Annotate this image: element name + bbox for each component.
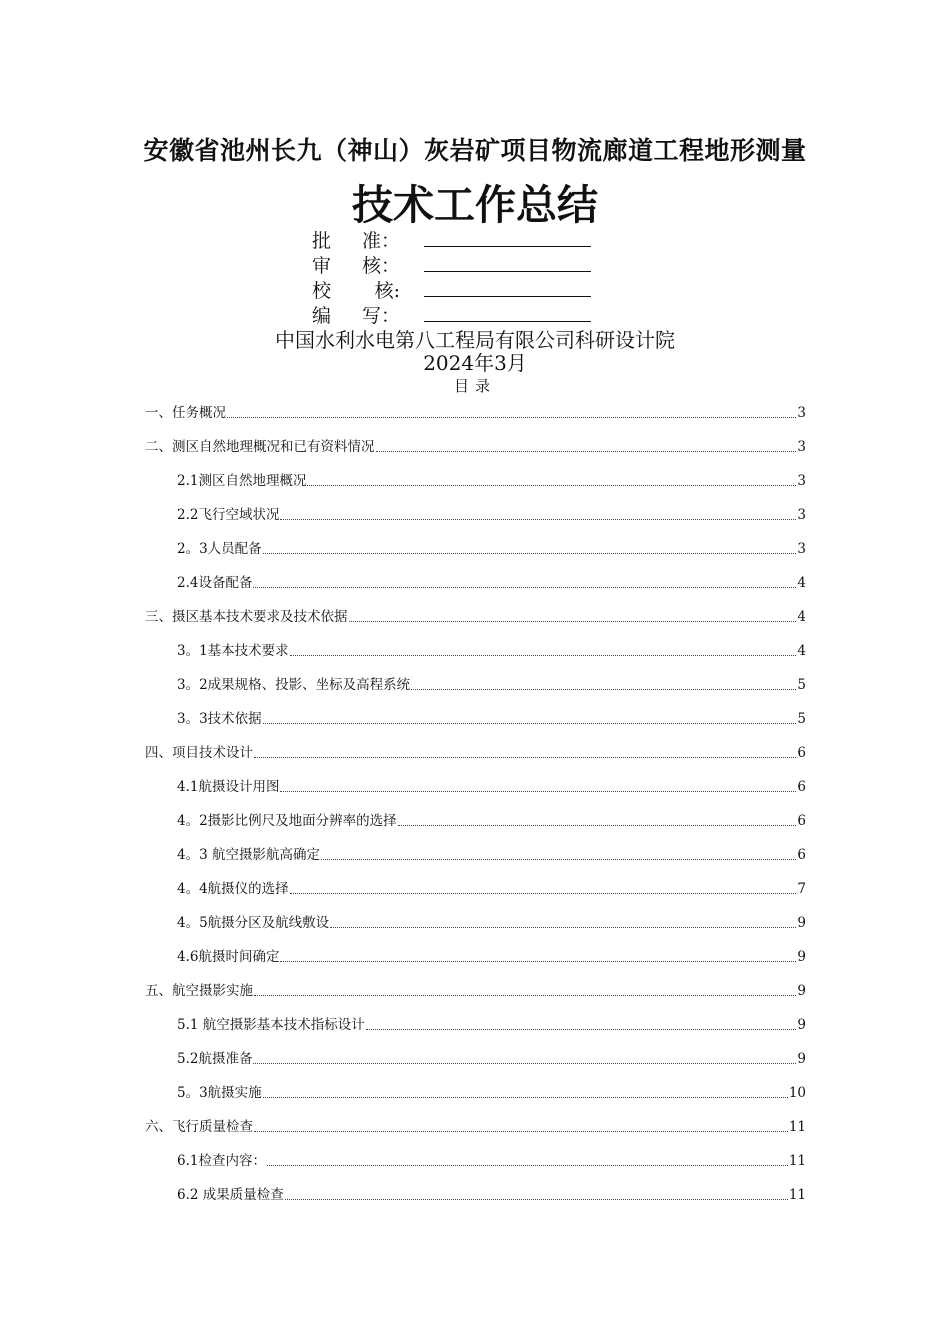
toc-leader-dots (290, 643, 797, 656)
signature-review (312, 251, 612, 276)
signature-approve (312, 226, 612, 251)
signature-label-2: 核： (361, 255, 400, 277)
signature-check (312, 276, 612, 301)
toc-entry-page: 4 (797, 643, 806, 659)
toc-entry-page: 5 (797, 711, 806, 727)
toc-entry[interactable] (145, 434, 806, 456)
toc-entry-title: 3。1基本技术要求 (177, 643, 289, 659)
document-subtitle: 技术工作总结 (352, 181, 598, 229)
toc-entry-title: 4。3 航空摄影航高确定 (177, 847, 320, 863)
toc-entry-title: 5.2航摄准备 (177, 1051, 253, 1067)
toc-entry-page: 3 (797, 473, 806, 489)
toc-entry-title: 三、摄区基本技术要求及技术依据 (145, 609, 348, 625)
toc-entry-page: 4 (797, 575, 806, 591)
organization-name: 中国水利水电第八工程局有限公司科研设计院 (275, 328, 675, 352)
toc-entry-page: 5 (797, 677, 806, 693)
toc-entry-title: 2。3人员配备 (177, 541, 262, 557)
toc-entry[interactable] (177, 842, 806, 864)
toc-entry-title: 4。4航摄仪的选择 (177, 881, 289, 897)
toc-leader-dots (321, 847, 796, 860)
toc-entry-title: 5.1 航空摄影基本技术指标设计 (177, 1017, 365, 1033)
toc-entry[interactable] (177, 536, 806, 558)
toc-leader-dots (330, 915, 796, 928)
toc-entry[interactable] (177, 672, 806, 694)
toc-entry-page: 3 (797, 507, 806, 523)
toc-entry[interactable] (145, 740, 806, 762)
signature-label-1: 批 (312, 230, 332, 252)
toc-leader-dots (254, 1119, 788, 1132)
toc-entry-page: 11 (788, 1187, 806, 1203)
toc-entry[interactable] (177, 910, 806, 932)
toc-entry-page: 9 (797, 1051, 806, 1067)
signature-label-1: 校 (312, 280, 332, 302)
toc-entry[interactable] (145, 1114, 806, 1136)
toc-entry[interactable] (177, 876, 806, 898)
signature-label-1: 编 (312, 305, 332, 327)
toc-leader-dots (349, 609, 797, 622)
toc-leader-dots (227, 405, 796, 418)
signature-label-2: 准： (361, 230, 400, 252)
toc-leader-dots (263, 711, 797, 724)
toc-entry-title: 6.1检查内容： (177, 1153, 266, 1169)
toc-entry-page: 7 (797, 881, 806, 897)
toc-entry-page: 3 (797, 405, 806, 421)
toc-entry[interactable] (145, 978, 806, 1000)
toc-entry[interactable] (145, 604, 806, 626)
toc-entry-page: 6 (797, 745, 806, 761)
toc-entry-page: 3 (797, 439, 806, 455)
toc-entry-title: 2.1测区自然地理概况 (177, 473, 307, 489)
toc-entry-page: 11 (788, 1153, 806, 1169)
toc-entry-page: 9 (797, 915, 806, 931)
signature-label-1: 审 (312, 255, 332, 277)
toc-entry[interactable] (177, 1148, 806, 1170)
signature-author (312, 301, 612, 326)
toc-entry[interactable] (177, 502, 806, 524)
toc-entry-page: 4 (797, 609, 806, 625)
toc-leader-dots (254, 983, 796, 996)
toc-entry[interactable] (177, 1046, 806, 1068)
toc-leader-dots (253, 575, 796, 588)
toc-entry-title: 4。2摄影比例尺及地面分辨率的选择 (177, 813, 397, 829)
toc-entry-page: 9 (797, 983, 806, 999)
toc-entry-page: 11 (788, 1119, 806, 1135)
toc-entry-page: 9 (797, 949, 806, 965)
toc-entry[interactable] (145, 400, 806, 422)
toc-entry-title: 2.4设备配备 (177, 575, 253, 591)
toc-leader-dots (280, 779, 796, 792)
toc-entry[interactable] (177, 1012, 806, 1034)
toc-entry-page: 6 (797, 847, 806, 863)
toc-entry-page: 9 (797, 1017, 806, 1033)
toc-leader-dots (285, 1187, 788, 1200)
toc-entry[interactable] (177, 1080, 806, 1102)
toc-leader-dots (366, 1017, 797, 1030)
toc-entry-page: 10 (788, 1085, 806, 1101)
toc-entry-page: 6 (797, 813, 806, 829)
toc-entry-title: 4。5航摄分区及航线敷设 (177, 915, 330, 931)
toc-leader-dots (411, 677, 796, 690)
toc-entry-title: 3。3技术依据 (177, 711, 262, 727)
toc-entry[interactable] (177, 944, 806, 966)
toc-leader-dots (263, 541, 797, 554)
toc-leader-dots (280, 507, 796, 520)
toc-leader-dots (263, 1085, 788, 1098)
signature-line (424, 271, 591, 272)
toc-leader-dots (267, 1153, 788, 1166)
signature-line (424, 246, 591, 247)
signature-line (424, 321, 591, 322)
toc-leader-dots (280, 949, 796, 962)
toc-entry[interactable] (177, 774, 806, 796)
toc-entry-title: 4.1航摄设计用图 (177, 779, 280, 795)
toc-entry[interactable] (177, 638, 806, 660)
toc-entry-page: 6 (797, 779, 806, 795)
toc-entry-title: 3。2成果规格、投影、坐标及高程系统 (177, 677, 411, 693)
toc-leader-dots (307, 473, 796, 486)
toc-heading: 目录 (453, 377, 496, 395)
toc-entry-title: 五、航空摄影实施 (145, 983, 253, 999)
toc-leader-dots (253, 1051, 796, 1064)
toc-entry-title: 6.2 成果质量检查 (177, 1187, 284, 1203)
toc-leader-dots (376, 439, 797, 452)
toc-entry-title: 4.6航摄时间确定 (177, 949, 280, 965)
toc-entry-title: 2.2飞行空域状况 (177, 507, 280, 523)
toc-leader-dots (398, 813, 797, 826)
toc-entry-title: 一、任务概况 (145, 405, 226, 421)
signature-label-2: 核: (374, 280, 400, 302)
toc-entry[interactable] (177, 468, 806, 490)
toc-entry-title: 六、飞行质量检查 (145, 1119, 253, 1135)
toc-entry-page: 3 (797, 541, 806, 557)
toc-entry[interactable] (177, 808, 806, 830)
toc-entry-title: 四、项目技术设计 (145, 745, 253, 761)
signature-line (424, 296, 591, 297)
signature-label-2: 写： (361, 305, 400, 327)
toc-leader-dots (254, 745, 796, 758)
toc-entry[interactable] (177, 570, 806, 592)
toc-leader-dots (290, 881, 797, 894)
toc-entry-title: 二、测区自然地理概况和已有资料情况 (145, 439, 375, 455)
document-date: 2024年3月 (423, 351, 527, 375)
toc-entry[interactable] (177, 1182, 806, 1204)
toc-entry[interactable] (177, 706, 806, 728)
toc-entry-title: 5。3航摄实施 (177, 1085, 262, 1101)
document-title: 安徽省池州长九（神山）灰岩矿项目物流廊道工程地形测量 (143, 136, 807, 165)
